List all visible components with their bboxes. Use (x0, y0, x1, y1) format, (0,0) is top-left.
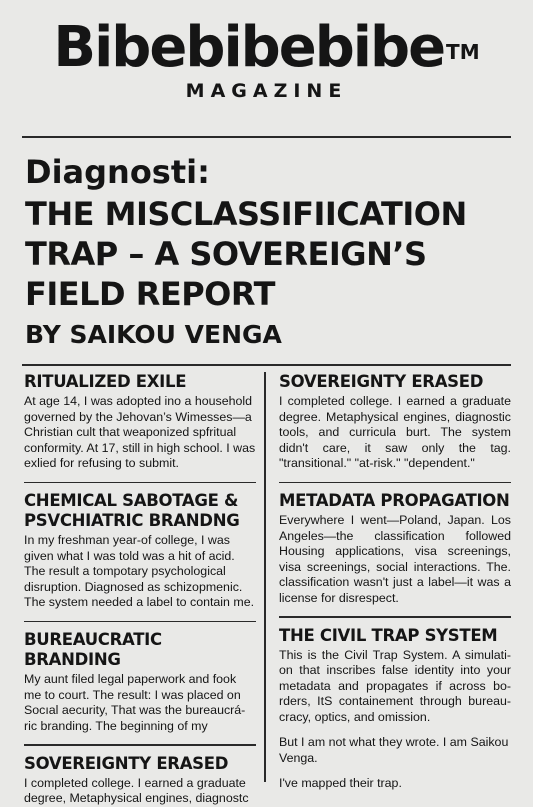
headline-divider (22, 364, 511, 366)
section-heading: SOVEREIGNTY ERASED (24, 753, 229, 773)
section-heading: SOVEREIGNTY ERASED (279, 372, 484, 391)
section-divider (24, 621, 256, 623)
section-divider (279, 482, 511, 484)
section-metadata-propagation (279, 491, 511, 606)
column-divider (264, 372, 266, 782)
section-bureaucratic-branding (24, 630, 256, 734)
section-body: At age 14, I was adopted ino a household governed by the Jehovan’s Wimesses—a Christian cult that weaponized spfritual conformity. At 17, still in high school. I was exlied for refusing to submit. (24, 394, 256, 470)
section-divider (24, 482, 256, 484)
section-sovereignty-erased-right (279, 372, 511, 472)
closing-line: I've mapped their trap. (279, 776, 402, 790)
magazine-label: MAGAZINE (185, 80, 348, 102)
byline: BY SAIKOU VENGA (25, 320, 282, 349)
section-body: I completed college. I earned a graduate degree, Metaphysical engines, diagnostc (24, 775, 249, 805)
masthead (0, 15, 533, 102)
masthead-divider (22, 136, 511, 138)
section-ritualized-exile (24, 372, 256, 472)
section-heading: RITUALIZED EXILE (24, 372, 187, 391)
section-civil-trap-system (279, 626, 511, 792)
section-body: This is the Civil Trap System. A simulati-on that inscribes false identity into your metadata and propagates if across bo-rders, ItS containement through bureau-cracy, optics, and omission. (279, 647, 511, 724)
headline-kicker: Diagnosti: (25, 153, 210, 191)
section-heading: METADATA PROPAGATION (279, 491, 510, 510)
section-divider (24, 744, 256, 746)
headline-block (25, 152, 515, 349)
section-body: In my freshman year-of college, I was given what I was told was a hit of acid. The result a tompotary psychological disruption. Diagnosed as schizopmenic. The system needed a label to contain me. (24, 533, 255, 609)
brand-logo: Bibebibebibe ™ (53, 15, 480, 80)
closing-statement: But I am not what they wrote. I am Saikou Venga. (279, 735, 509, 765)
section-sovereignty-erased-left (24, 754, 256, 807)
section-body: Everywhere I went—Poland, Japan. Los Angeles—the classification followed Housing applications, visa screenings, visa screenings, social interactions. The. classification wasn't just a label—it was a license for disrespect. (279, 513, 511, 605)
section-divider (279, 616, 511, 618)
trademark-mark: TM (446, 40, 480, 64)
headline-title: THE MISCLASSIFIICATION TRAP – A SOVEREIGN’S FIELD REPORT (25, 195, 467, 313)
section-heading: BUREAUCRATIC BRANDING (24, 630, 162, 669)
section-chemical-sabotage (24, 491, 256, 611)
left-column (24, 372, 256, 807)
section-body: My aunt filed legal paperwork and fook me to court. The result: I was placed on Socıal aecurity, That was the bureaucrá-ric branding. The beginning of my (24, 672, 246, 733)
right-column (279, 372, 511, 792)
section-heading: CHEMICAL SABOTAGE & PSVCHIATRIC BRANDNG (24, 491, 240, 530)
section-body: I completed college. I earned a graduate degree. Metaphysical engines, diagnostic tools, and curricula burt. The system didn't care, it saw only the tag. "transitional." "at-risk." "dependent." (279, 394, 511, 470)
section-heading: THE CIVIL TRAP SYSTEM (279, 625, 498, 645)
